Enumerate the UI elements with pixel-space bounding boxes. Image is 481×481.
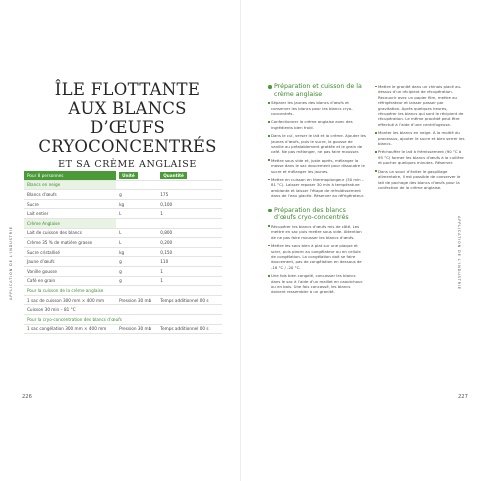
table-row [24,276,222,286]
method-step: Dans un souci d’éviter le gaspillage alimentaire, il est possible de conserver le lait de pochage des blancs d’œufs pour la confection de la crème anglaise. [375,169,465,191]
method-step: Préchauffer le lait à frémissement (90 °C à 95 °C) former les blancs d’œufs à la cuillère et pocher quelques minutes. Réserver. [375,149,465,165]
group-label: Crème Anglaise [24,218,116,228]
table-row [24,228,222,238]
table-cell: 110 [157,257,222,267]
method-column-2 [375,84,465,193]
method-step: Séparer les jaunes des blancs d’œufs et conserver les blancs pour les blancs cryo-concentrés. [268,100,366,116]
bullet-square-icon [375,170,377,172]
table-row [24,257,222,267]
table-cell: Cuisson 30 min – 81 °C [24,305,116,315]
table-cell: 175 [157,190,222,200]
table-cell: kg [116,199,157,209]
table-cell: L [116,209,157,219]
table-cell: g [116,190,157,200]
method-step: Une fois bien congelé, concasser les blancs dans le sac à l’aide d’un maillet en caoutchouc ou en bois. Une fois concassé, les blancs doivent ressembler à un granité. [268,273,366,295]
title-line-3: CRYOCONCENTRÉS [38,137,217,156]
bullet-square-icon [268,225,270,227]
table-cell: 1 sac de cuisson 300 mm × 400 mm [24,295,116,305]
table-cell: 0,200 [157,238,222,248]
method-step: Monter les blancs en neige. À la moitié du processus, ajouter le sucre et bien serrer les blancs. [375,130,465,146]
bullet-square-icon [268,275,270,277]
bullet-dot-icon [268,209,272,213]
table-cell: 0,100 [157,199,222,209]
table-cell: Lait entier [24,209,116,219]
table-row [24,266,222,276]
table-section-row [24,286,222,296]
table-header-row [24,171,222,180]
table-header: Unité [116,171,157,180]
table-cell: Crème 35 % de matière grasse [24,238,116,248]
method-step: Dans le cul, verser le lait et la crème. Ajouter les jaunes d’œufs, puis le sucre, la gousse de vanille au préalablement grattée et le grain de café. Ne pas mélanger, ne pas faire mousser. [268,133,366,155]
table-cell: Sucre [24,199,116,209]
method-step: Confectionner la crème anglaise avec des ingrédients bien froid. [268,119,366,130]
table-row [24,209,222,219]
table-row [24,190,222,200]
ingredients-table [24,171,222,334]
title-line-2: AUX BLANCS D’ŒUFS [68,99,187,137]
page-number-right: 227 [458,394,468,400]
table-row [24,199,222,209]
table-header: Quantité [157,171,222,180]
table-section-row [24,314,222,324]
section-label: Pour la cryo-concentration des blancs d’œufs [24,314,222,324]
table-cell: Pression 30 mb [116,324,157,334]
method-step: Mettre sous vide et, juste après, mélanger la masse dans le sac doucement pour dissoudre le sucre et mélanger les jaunes. [268,158,366,174]
group-label: Blancs en neige [24,180,116,190]
section-heading: Préparation et cuisson de la crème anglaise [268,83,366,98]
bullet-square-icon [268,159,270,161]
table-row [24,247,222,257]
page-number-left: 226 [22,394,32,400]
table-cell: Blancs d’œufs [24,190,116,200]
bullet-square-icon [268,135,270,137]
table-group-row [24,218,222,228]
bullet-dot-icon [268,85,272,89]
table-row [24,324,222,334]
table-cell: g [116,257,157,267]
table-header: Pour 8 personnes [24,171,116,180]
table-row [24,238,222,248]
left-page [0,0,240,481]
method-column-1 [268,83,366,298]
table-cell: Temps additionnel 00 s [157,324,222,334]
table-cell: L [116,228,157,238]
method-step: Récupérer les blancs d’œufs mis de côté. Les mettre en sac puis mettre sous vide. Attention de ne pas faire mousser les blancs d’œufs. [268,224,366,240]
table-cell: 0,150 [157,247,222,257]
table-cell: Sucre cristallisé [24,247,116,257]
table-cell: g [116,266,157,276]
table-cell: 1 [157,209,222,219]
table-cell: Temps additionnel 00 s [157,295,222,305]
table-cell: Pression 30 mb [116,295,157,305]
table-cell: 1 [157,276,222,286]
bullet-square-icon [375,151,377,153]
table-cell: Lait de cuisson des blancs [24,228,116,238]
bullet-square-icon [375,132,377,134]
table-cell: L [116,238,157,248]
bullet-square-icon [375,86,377,88]
method-step: Mettre les sacs bien à plat sur une plaque et scier, puis placer au congélateur ou en cellule de congélation. La congélation doit se faire doucement, pas de congélation en dessous de -18 °C / -20 °C. [268,243,366,270]
side-label-right: APPLICATION DE L'INDUSTRIE [457,216,461,290]
recipe-subtitle: ET SA CRÈME ANGLAISE [58,159,197,170]
table-cell: Café en grain [24,276,116,286]
table-cell: g [116,276,157,286]
table-cell: kg [116,247,157,257]
table-cell: 1 [157,266,222,276]
table-cell [116,305,157,315]
bullet-square-icon [268,179,270,181]
recipe-title [30,80,225,172]
method-step: Mettre le granité dans un chinois placé au-dessus d’un récipient de récupération. Recouvrir avec un papier film, mettre au réfrigérateur et laisser passer par gravitation. Après quelques heures, récupérer les blancs qui sont le récipient de récupération. Le même procédé peut être effectué à l’aide d’une centrifugeuse. [375,84,465,127]
section-label: Pour la cuisson de la crème anglaise [24,286,222,296]
method-step: Mettre en cuisson en thermoplongeur (30 min – 81 °C). Laisser reposer 30 min à température ambiante et laisser l’étape de refroidissement dans de l’eau glacée. Réserver au réfrigérateur. [268,177,366,199]
table-cell: Jaune d’œufs [24,257,116,267]
table-row [24,305,222,315]
bullet-square-icon [268,102,270,104]
table-row [24,295,222,305]
table-cell [157,305,222,315]
section-heading: Préparation des blancs d’œufs cryo-concentrés [268,207,366,222]
table-cell: Vanille gousse [24,266,116,276]
title-line-1: ÎLE FLOTTANTE [54,80,201,99]
bullet-square-icon [268,121,270,123]
table-cell: 0,800 [157,228,222,238]
side-label-left: APPLICATION DE L'INDUSTRIE [9,226,13,300]
bullet-square-icon [268,245,270,247]
table-group-row [24,180,222,190]
table-cell: 1 sac congélation 300 mm × 400 mm [24,324,116,334]
